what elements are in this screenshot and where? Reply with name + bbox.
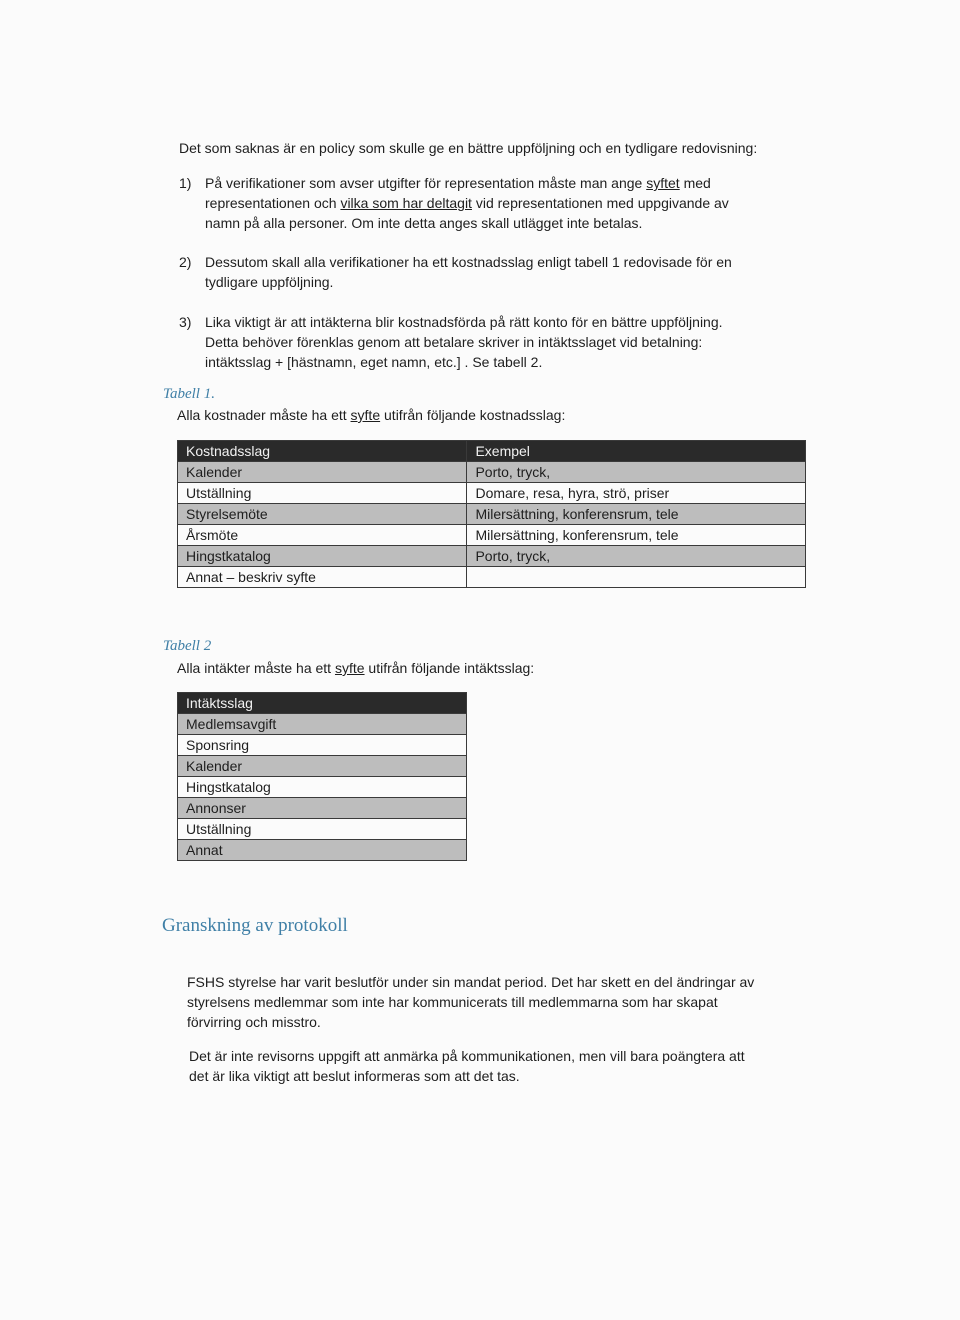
table1-caption: Tabell 1.	[163, 386, 215, 402]
table-cell	[467, 567, 806, 588]
table-row	[178, 840, 467, 861]
cost-table	[177, 440, 806, 588]
item-line: namn på alla personer. Om inte detta anges skall utlägget inte betalas.	[205, 215, 643, 231]
table-row	[178, 798, 467, 819]
table1-intro: Alla kostnader måste ha ett syfte utifrån följande kostnadsslag:	[177, 407, 566, 423]
section-heading: Granskning av protokoll	[162, 915, 348, 936]
table2-caption: Tabell 2	[163, 638, 212, 654]
table2-intro: Alla intäkter måste ha ett syfte utifrån följande intäktsslag:	[177, 660, 535, 676]
paragraph-line: Det är inte revisorns uppgift att anmärka på kommunikationen, men vill bara poängtera att	[189, 1048, 745, 1064]
table-cell: Medlemsavgift	[178, 714, 467, 735]
list-item	[205, 173, 729, 233]
table-cell: Domare, resa, hyra, strö, priser	[467, 483, 806, 504]
column-header: Kostnadsslag	[178, 441, 467, 462]
item-number: 1)	[179, 175, 192, 191]
table-row	[178, 735, 467, 756]
table-cell: Utställning	[178, 483, 467, 504]
table-cell: Annat	[178, 840, 467, 861]
paragraph-line: förvirring och misstro.	[187, 1014, 321, 1030]
item-line: Dessutom skall alla verifikationer ha ett kostnadsslag enligt tabell 1 redovisade för en	[205, 254, 732, 270]
table-header-row	[178, 693, 467, 714]
table-cell: Hingstkatalog	[178, 777, 467, 798]
list-item	[205, 312, 723, 372]
item-line: intäktsslag + [hästnamn, eget namn, etc.] . Se tabell 2.	[205, 354, 543, 370]
table-cell: Annonser	[178, 798, 467, 819]
table-row	[178, 525, 806, 546]
table-cell: Styrelsemöte	[178, 504, 467, 525]
table-row	[178, 777, 467, 798]
paragraph-line: det är lika viktigt att beslut informeras som att det tas.	[189, 1068, 520, 1084]
income-table	[177, 692, 467, 861]
paragraph-line: FSHS styrelse har varit beslutför under sin mandat period. Det har skett en del ändringar av	[187, 974, 755, 990]
table-cell: Årsmöte	[178, 525, 467, 546]
item-line: Lika viktigt är att intäkterna blir kostnadsförda på rätt konto för en bättre uppföljning.	[205, 314, 723, 330]
table-cell: Utställning	[178, 819, 467, 840]
table-row	[178, 567, 806, 588]
table-cell: Porto, tryck,	[467, 462, 806, 483]
item-line: På verifikationer som avser utgifter för representation måste man ange syftet med	[205, 175, 711, 191]
table-row	[178, 756, 467, 777]
table-row	[178, 819, 467, 840]
table-cell: Kalender	[178, 462, 467, 483]
paragraph-line: styrelsens medlemmar som inte har kommunicerats till medlemmarna som har skapat	[187, 994, 718, 1010]
table-row	[178, 483, 806, 504]
intro-text: Det som saknas är en policy som skulle ge en bättre uppföljning och en tydligare redovisning:	[179, 140, 758, 156]
section-paragraph	[187, 972, 754, 1032]
item-line: representationen och vilka som har deltagit vid representationen med uppgivande av	[205, 195, 729, 211]
table-row	[178, 546, 806, 567]
table-cell: Hingstkatalog	[178, 546, 467, 567]
item-line: tydligare uppföljning.	[205, 274, 334, 290]
table-row	[178, 714, 467, 735]
table-cell: Porto, tryck,	[467, 546, 806, 567]
table-cell: Kalender	[178, 756, 467, 777]
section-paragraph	[189, 1046, 745, 1086]
item-number: 2)	[179, 254, 192, 270]
table-row	[178, 462, 806, 483]
table-cell: Milersättning, konferensrum, tele	[467, 504, 806, 525]
table-cell: Sponsring	[178, 735, 467, 756]
table-row	[178, 504, 806, 525]
table-cell: Annat – beskriv syfte	[178, 567, 467, 588]
column-header: Intäktsslag	[178, 693, 467, 714]
item-line: Detta behöver förenklas genom att betalare skriver in intäktsslaget vid betalning:	[205, 334, 703, 350]
list-item	[205, 252, 732, 292]
column-header: Exempel	[467, 441, 806, 462]
table-header-row	[178, 441, 806, 462]
table-cell: Milersättning, konferensrum, tele	[467, 525, 806, 546]
item-number: 3)	[179, 314, 192, 330]
